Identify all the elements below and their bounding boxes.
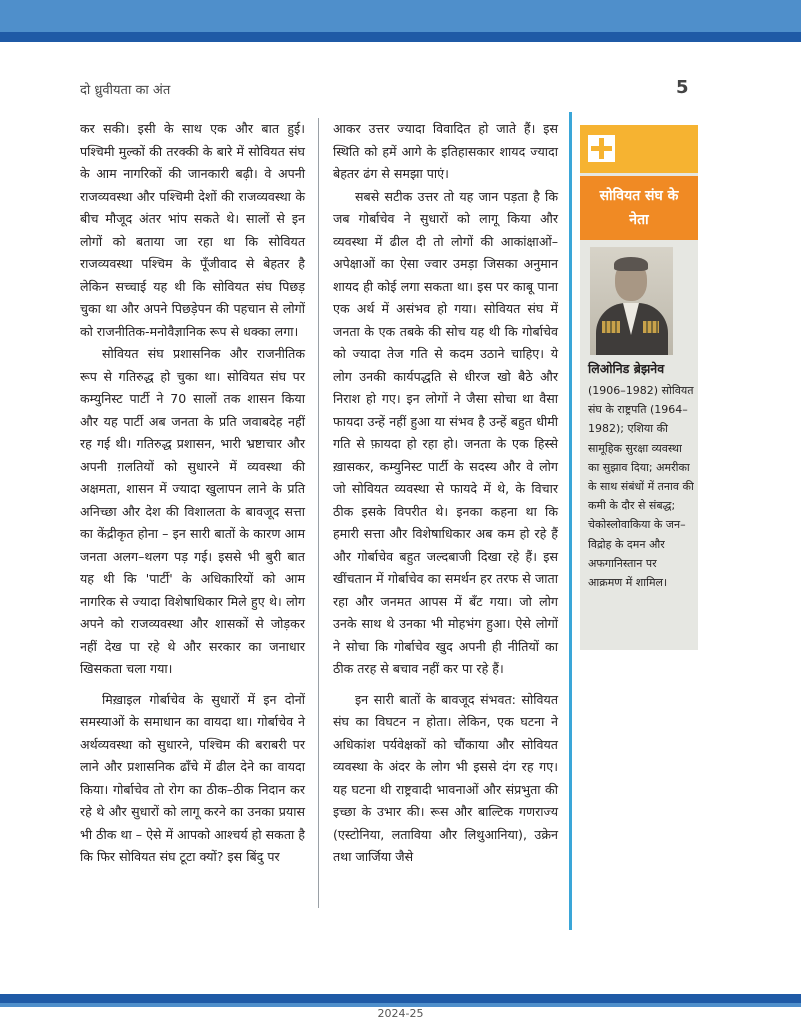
paragraph: कर सकी। इसी के साथ एक और बात हुई। पश्चिमी मुल्कों की तरक्की के बारे में सोवियत संघ के आम नागरिकों की जानकारी बढ़ी। वे अपनी राजव्यवस्था और पश्चिमी देशों की राजव्यवस्था के बीच मौजूद अंतर भांप सकते थे। सालों से इन लोगों को बताया जा रहा था कि सोवियत राजव्यवस्था पश्चिम के पूँजीवाद से बेहतर है लेकिन सच्चाई यह थी कि सोवियत संघ पिछड़ चुका था और अपने पिछड़ेपन की पहचान से लोगों को राजनीतिक-मनोवैज्ञानिक रूप से धक्का लगा। <box>80 121 305 339</box>
page-number: 5 <box>676 77 689 98</box>
paragraph: मिख़ाइल गोर्बाचेव के सुधारों में इन दोनों समस्याओं के समाधान का वायदा था। गोर्बाचेव ने अर्थव्यवस्था को सुधारने, पश्चिम की बराबरी पर लाने और प्रशासनिक ढाँचे में ढील देने का वायदा किया। गोर्बाचेव तो रोग का ठीक–ठीक निदान कर रहे थे और सुधारों को लागू करने का उनका प्रयास भी ठीक था – ऐसे में आपको आश्चर्य हो सकता है कि फिर सोवियत संघ टूटा क्यों? इस बिंदु पर <box>80 691 305 864</box>
header-rule <box>0 32 801 42</box>
portrait-photo <box>590 247 673 355</box>
footer-year: 2024-25 <box>377 1007 424 1020</box>
paragraph: आकर उत्तर ज्यादा विवादित हो जाते हैं। इस स्थिति को हमें आगे के इतिहासकार शायद ज्यादा बेहतर ढंग से समझा पाएं। <box>333 121 558 181</box>
paragraph: सोवियत संघ प्रशासनिक और राजनीतिक रूप से गतिरुद्ध हो चुका था। सोवियत संघ पर कम्युनिस्ट पार्टी ने 70 सालों तक शासन किया और यह पार्टी अब जनता के प्रति जवाबदेह नहीं रह गई थी। गतिरुद्ध प्रशासन, भारी भ्रष्टाचार और अपनी ग़लतियों को सुधारने में व्यवस्था की अक्षमता, शासन में ज्यादा खुलापन लाने के प्रति अनिच्छा और देश की विशालता के बावजूद सत्ता का केंद्रीकृत होना – इन सारी बातों के कारण आम जनता अलग–थलग पड़ गई। इससे भी बुरी बात यह थी कि 'पार्टी' के अधिकारियों को आम नागरिक से ज्यादा विशेषाधिकार मिले हुए थे। लोग अपने को राजव्यवस्था और शासकों से जोड़कर नहीं देख पा रहे थे और सरकार का जनाधार खिसकता चला गया। <box>80 346 305 676</box>
sidebar-title-text: सोवियत संघ के नेता <box>599 188 679 228</box>
sidebar-rule <box>569 112 572 930</box>
middle-column <box>333 118 558 869</box>
paragraph: सबसे सटीक उत्तर तो यह जान पड़ता है कि जब गोर्बाचेव ने सुधारों को लागू किया और व्यवस्था में ढील दी तो लोगों की आकांक्षाओं–अपेक्षाओं का ऐसा ज्वार उमड़ा जिसका अनुमान शायद ही कोई लगा सकता था। इस पर काबू पाना एक अर्थ में असंभव हो गया। सोवियत संघ में जनता के एक तबके की सोच यह थी कि गोर्बाचेव को ज्यादा तेज गति से कदम उठाने चाहिए। ये लोग उनकी कार्यपद्धति से धीरज खो बैठे और निराश हो गए। इन लोगों ने जैसा सोचा था वैसा फायदा उन्हें नहीं हुआ या संभव है उन्हें बहुत धीमी गति से फ़ायदा हो रहा हो। जनता के एक हिस्से ख़ासकर, कम्युनिस्ट पार्टी के सदस्य और वे लोग जो सोवियत व्यवस्था से फायदे में थे, के विचार ठीक इसके विपरीत थे। इनका कहना था कि हमारी सत्ता और विशेषाधिकार अब कम हो रहे हैं और गोर्बाचेव बहुत जल्दबाजी दिखा रहे हैं। इस खींचतान में गोर्बाचेव का समर्थन हर तरफ से जाता रहा और जनमत आपस में बँट गया। जो लोग उनके साथ थे उनका भी मोहभंग हुआ। ऐसे लोगों ने सोचा कि गोर्बाचेव खुद अपनी ही नीतियों का ठीक तरह से बचाव नहीं कर पा रहे हैं। <box>333 188 558 676</box>
person-details <box>588 381 694 592</box>
sidebar-icon-box <box>580 125 698 173</box>
person-name: लिओनिड ब्रेझनेव <box>588 361 665 376</box>
person-details-text: (1906–1982) सोवियत संघ के राष्ट्रपति (1964–1982); एशिया की सामूहिक सुरक्षा व्यवस्था का सुझाव दिया; अमरीका के साथ संबंधों में तनाव की कमी के दौर से संबद्ध; चेकोस्लोवाकिया के जन–विद्रोह के दमन और अफगानिस्तान पर आक्रमण में शामिल। <box>588 384 694 590</box>
header-band <box>0 0 801 32</box>
plus-icon <box>588 135 615 162</box>
paragraph: इन सारी बातों के बावजूद संभवत: सोवियत संघ का विघटन न होता। लेकिन, एक घटना ने अधिकांश पर्यवेक्षकों को चौंकाया और सोवियत व्यवस्था के अंदर के लोग भी इससे दंग रह गए। यह घटना थी राष्ट्रवादी भावनाओं और संप्रभुता की इच्छा के उभार की। रूस और बाल्टिक गणराज्य (एस्टोनिया, लताविया और लिथुआनिया), उक्रेन तथा जार्जिया जैसे <box>333 691 558 864</box>
running-head: दो ध्रुवीयता का अंत <box>80 83 171 98</box>
column-divider <box>318 118 319 908</box>
footer-rule <box>0 994 801 1003</box>
left-column <box>80 118 305 869</box>
sidebar-title <box>580 176 698 240</box>
